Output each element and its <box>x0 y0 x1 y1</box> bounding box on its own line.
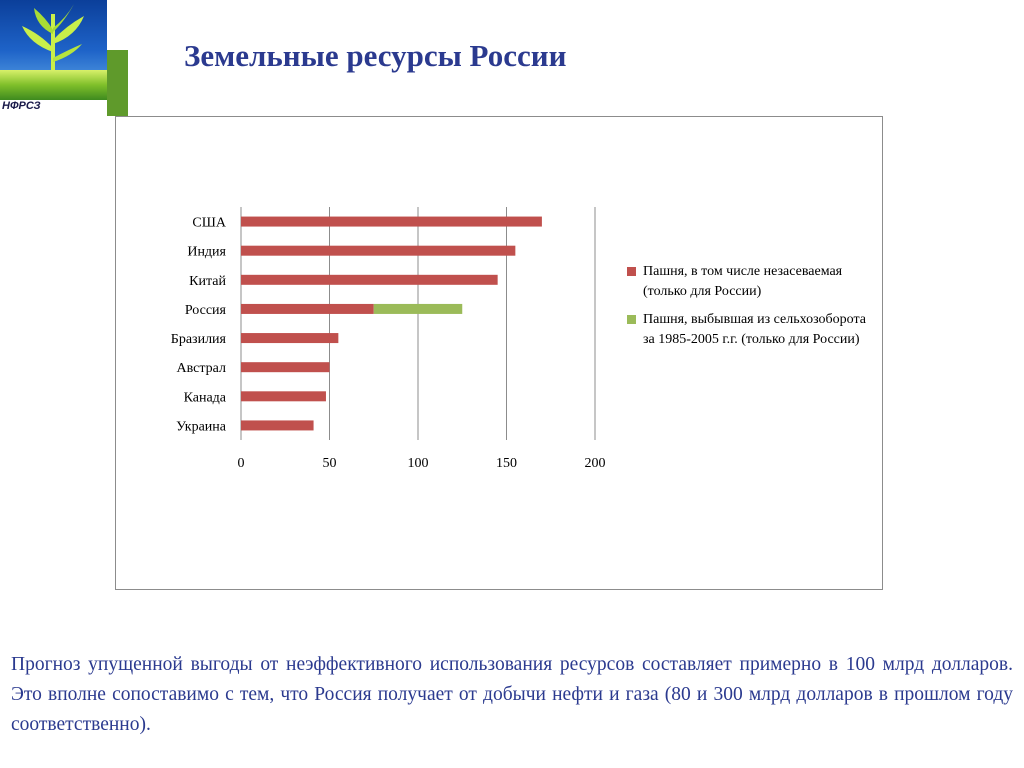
bar-1-7 <box>241 420 314 430</box>
page-title: Земельные ресурсы России <box>184 38 567 73</box>
plant-logo-icon <box>0 0 107 100</box>
legend-label-series-1: Пашня, в том числе незасеваемая (только для России) <box>643 264 843 299</box>
bar-1-1 <box>241 246 515 256</box>
x-tick-label-100: 100 <box>407 456 429 471</box>
bar-1-6 <box>241 391 326 401</box>
category-label-7: Украина <box>176 419 226 435</box>
bar-1-5 <box>241 362 330 372</box>
x-tick-label-0: 0 <box>237 456 245 471</box>
logo-accent-bar <box>107 50 128 116</box>
legend-swatch-series-2 <box>627 315 636 324</box>
bar-1-2 <box>241 275 498 285</box>
chart-frame <box>115 116 883 590</box>
category-label-2: Китай <box>189 273 226 289</box>
x-tick-label-200: 200 <box>584 456 606 471</box>
category-label-6: Канада <box>183 390 226 406</box>
legend-label-series-2: Пашня, выбывшая из сельхозоборота за 1985-2005 г.г. (только для России) <box>643 312 866 347</box>
chart-legend <box>627 262 877 358</box>
x-tick-label-50: 50 <box>322 456 337 471</box>
category-label-0: США <box>192 215 226 231</box>
category-label-5: Австрал <box>176 361 226 377</box>
forecast-note: Прогноз упущенной выгоды от неэффективного использования ресурсов составляет примерно в 100 млрд долларов. Это вполне сопоставимо с тем, что Россия получает от добычи нефти и газа (80 и 300 млрд долларов в прошлом году соответственно). <box>11 654 1013 735</box>
category-label-4: Бразилия <box>170 332 226 348</box>
logo-caption: НФРСЗ <box>2 100 41 112</box>
legend-item-series-2 <box>627 310 877 350</box>
category-label-1: Индия <box>187 244 226 260</box>
x-tick-label-150: 150 <box>496 456 517 471</box>
legend-swatch-series-1 <box>627 267 636 276</box>
legend-item-series-1 <box>627 262 877 302</box>
logo <box>0 0 130 118</box>
bar-1-3 <box>241 304 374 314</box>
category-label-3: Россия <box>184 302 226 318</box>
bar-1-0 <box>241 217 542 227</box>
bar-2-3 <box>374 304 463 314</box>
bar-1-4 <box>241 333 338 343</box>
